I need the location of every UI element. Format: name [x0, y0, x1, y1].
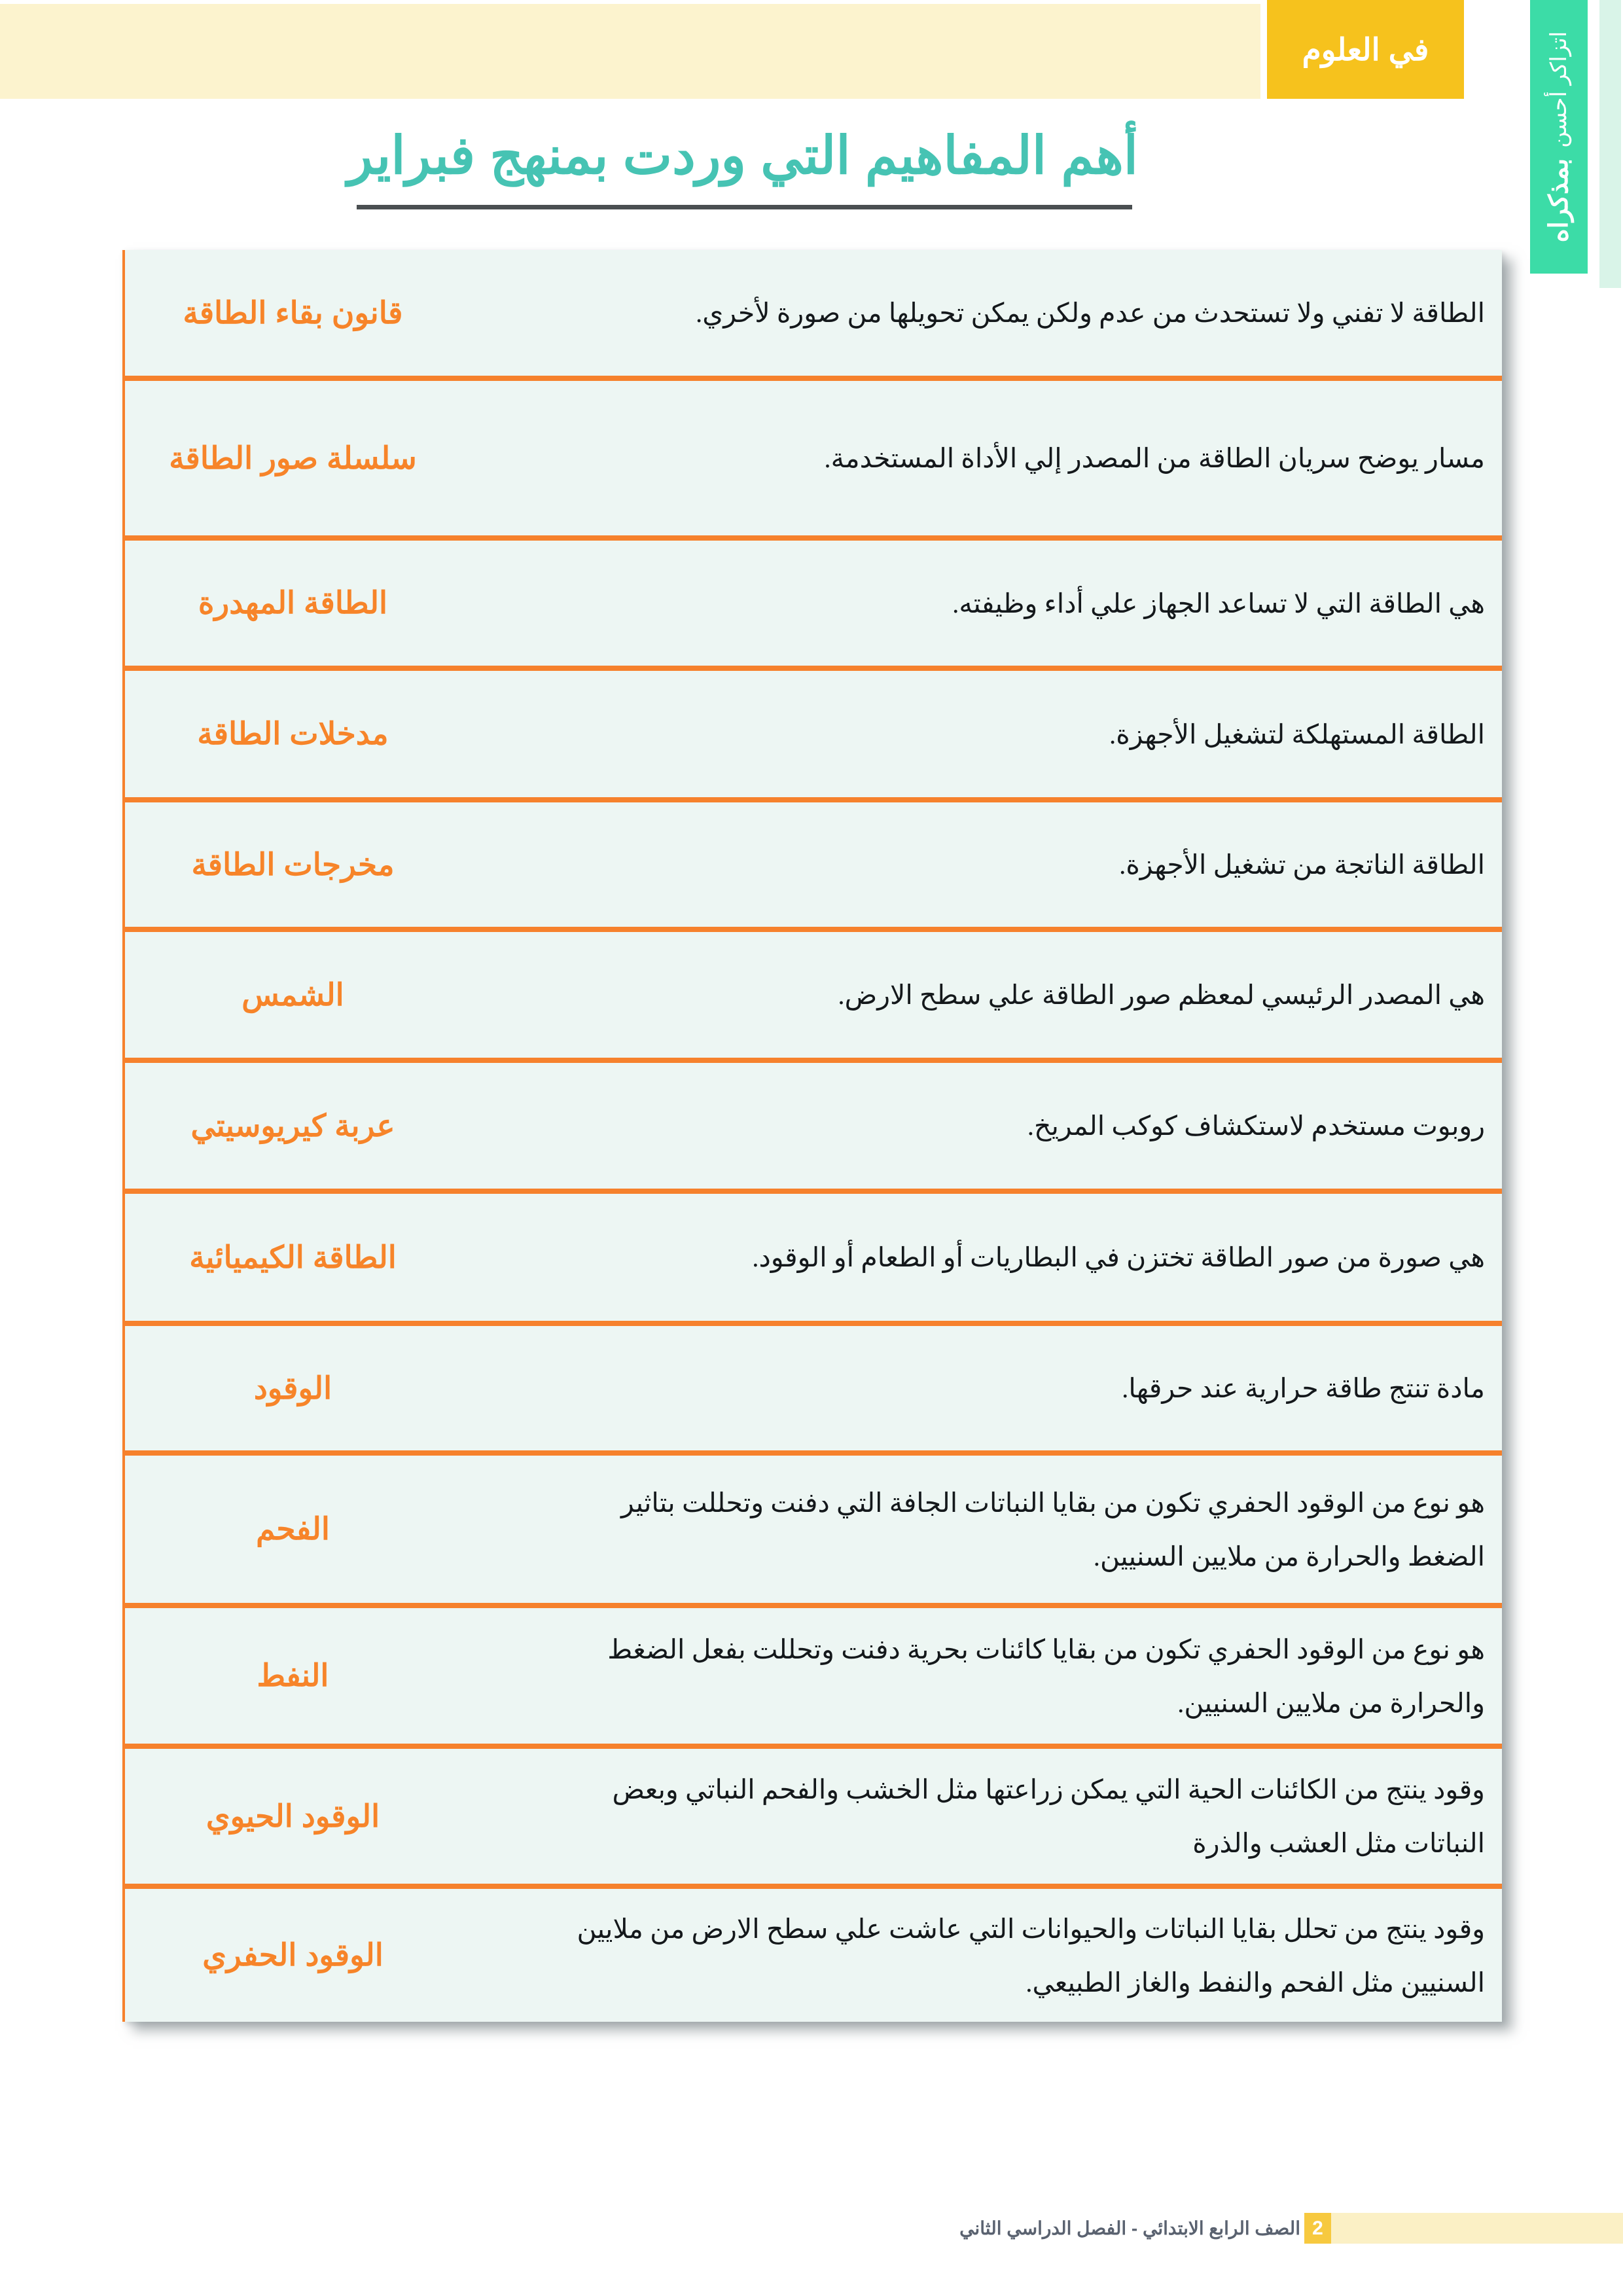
concept-term: النفط [122, 1608, 461, 1744]
concept-definition: هو نوع من الوقود الحفري تكون من بقايا النباتات الجافة التي دفنت وتحللت بتاثير الضغط والحرارة من ملايين السنيين. [621, 1487, 1485, 1571]
concept-term: الوقود الحيوي [122, 1749, 461, 1884]
concept-definition: روبوت مستخدم لاستكشاف كوكب المريخ. [1027, 1111, 1485, 1141]
subject-badge [1267, 0, 1464, 99]
concept-term: الطاقة الكيميائية [122, 1194, 461, 1321]
footer-accent-strip [1331, 2213, 1623, 2244]
table-row [122, 250, 1502, 381]
concept-definition: الطاقة لا تفني ولا تستحدث من عدم ولكن يمكن تحويلها من صورة لأخري. [695, 298, 1485, 328]
table-row [122, 671, 1502, 802]
side-brand-name: بمذكراه [1544, 158, 1573, 243]
table-row [122, 1749, 1502, 1889]
table-row [122, 802, 1502, 932]
side-brand-tab-text [1530, 0, 1588, 274]
page-title: أهم المفاهيم التي وردت بمنهج فبراير [347, 126, 1138, 185]
table-row [122, 1608, 1502, 1749]
concept-term: الوقود [122, 1326, 461, 1450]
table-row [122, 932, 1502, 1063]
page-number: 2 [1312, 2217, 1323, 2239]
concept-term: سلسلة صور الطاقة [122, 381, 461, 535]
concept-definition: الطاقة المستهلكة لتشغيل الأجهزة. [1109, 719, 1485, 749]
page-number-box [1304, 2213, 1331, 2244]
concept-term: مخرجات الطاقة [122, 802, 461, 927]
concept-definition: هي الطاقة التي لا تساعد الجهاز علي أداء وظيفته. [952, 588, 1485, 619]
concept-term: قانون بقاء الطاقة [122, 250, 461, 376]
concept-term: الشمس [122, 932, 461, 1058]
footer-label: الصف الرابع الابتدائي - الفصل الدراسي الثاني [959, 2218, 1300, 2238]
concept-definition: وقود ينتج من تحلل بقايا النباتات والحيوانات التي عاشت علي سطح الارض من ملايين السنيين مثل الفحم والنفط والغاز الطبيعي. [577, 1913, 1485, 1998]
table-row [122, 1889, 1502, 2022]
concept-definition: مسار يوضح سريان الطاقة من المصدر إلي الأداة المستخدمة. [824, 443, 1485, 473]
table-row [122, 1063, 1502, 1194]
side-brand-tab [1530, 0, 1588, 274]
table-row [122, 1326, 1502, 1456]
table-row [122, 541, 1502, 671]
title-underline [357, 205, 1132, 209]
concept-term: الطاقة المهدرة [122, 541, 461, 666]
concept-definition: هو نوع من الوقود الحفري تكون من بقايا كائنات بحرية دفنت وتحللت بفعل الضغط والحرارة من ملايين السنيين. [607, 1634, 1485, 1718]
concept-term: الفحم [122, 1456, 461, 1603]
concept-term: مدخلات الطاقة [122, 671, 461, 797]
concept-definition: وقود ينتج من الكائنات الحية التي يمكن زراعتها مثل الخشب والفحم النباتي وبعض النباتات مثل العشب والذرة [612, 1774, 1485, 1858]
concept-term: عربة كيريوسيتي [122, 1063, 461, 1189]
concept-definition: الطاقة الناتجة من تشغيل الأجهزة. [1119, 850, 1485, 880]
concept-definition: مادة تنتج طاقة حرارية عند حرقها. [1122, 1373, 1485, 1403]
concept-definition: هي المصدر الرئيسي لمعظم صور الطاقة علي سطح الارض. [838, 980, 1485, 1010]
table-row [122, 1194, 1502, 1326]
concepts-table [122, 250, 1502, 2022]
side-brand-slogan: اتزاكر أحسن [1546, 31, 1571, 148]
side-accent-strip [1599, 0, 1621, 288]
table-row [122, 381, 1502, 541]
subject-badge-label: في العلوم [1302, 31, 1429, 67]
concept-term: الوقود الحفري [122, 1889, 461, 2022]
table-row [122, 1456, 1502, 1608]
concept-definition: هي صورة من صور الطاقة تختزن في البطاريات أو الطعام أو الوقود. [752, 1242, 1485, 1272]
header-band [0, 4, 1260, 99]
footer [0, 2213, 1623, 2244]
